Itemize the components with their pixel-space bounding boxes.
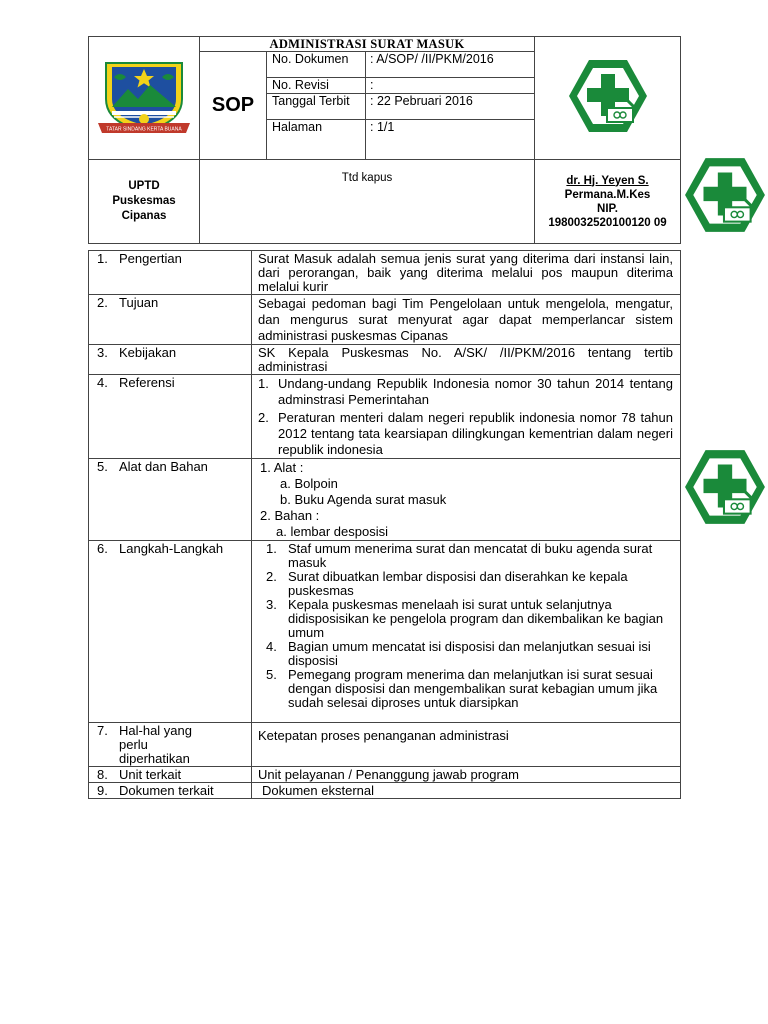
table-row xyxy=(89,251,681,295)
row-number: 6. xyxy=(97,541,108,556)
alat-label: 1. Alat : xyxy=(260,460,304,475)
nip-label: NIP. xyxy=(597,202,618,215)
list-item: a. Bolpoin xyxy=(280,476,338,491)
meta-value-tanggal-terbit: : 22 Pebruari 2016 xyxy=(366,94,535,120)
row-content: SK Kepala Puskesmas No. A/SK/ /II/PKM/2016 tentang tertib administrasi xyxy=(252,345,681,375)
list-item: 5. Pemegang program menerima dan melanjutkan isi surat sesuai dengan disposisi dan mengembalikan surat kebagian umum jika sudah selesai diproses untuk diarsipkan xyxy=(266,667,658,710)
table-row xyxy=(89,723,681,767)
nip-value: 1980032520100120 09 xyxy=(548,216,667,229)
row-label: Langkah-Langkah xyxy=(119,541,224,556)
signature-cell xyxy=(535,160,681,244)
signatory-name-1: dr. Hj. Yeyen S. xyxy=(566,174,649,187)
list-item: 4. Bagian umum mencatat isi disposisi dan melanjutkan sesuai isi disposisi xyxy=(266,639,651,668)
list-item: 3. Kepala puskesmas menelaah isi surat untuk selanjutnya didisposisikan ke pengelola program dan dikembalikan ke bagian umum xyxy=(266,597,664,640)
meta-value-no-dokumen: : A/SOP/ /II/PKM/2016 xyxy=(366,52,535,78)
row-number: 3. xyxy=(97,345,108,360)
org-line-2: Puskesmas xyxy=(112,195,176,207)
row-number: 9. xyxy=(97,783,108,798)
table-row xyxy=(89,783,681,799)
row-number: 5. xyxy=(97,459,108,474)
row-content xyxy=(252,541,681,723)
list-item: 1. Staf umum menerima surat dan mencatat di buku agenda surat masuk xyxy=(266,541,653,570)
puskesmas-logo-icon xyxy=(683,448,767,526)
organization-cell xyxy=(89,160,200,244)
ttd-kapus: Ttd kapus xyxy=(200,160,535,244)
puskesmas-logo-icon xyxy=(567,58,649,134)
row-label: Unit terkait xyxy=(119,767,182,782)
table-row xyxy=(89,375,681,459)
row-label: Kebijakan xyxy=(119,345,177,360)
table-row xyxy=(89,459,681,541)
row-content: Surat Masuk adalah semua jenis surat yang diterima dari instansi lain, dari perorangan, baik yang diterima melalui pos maupun diterima melalui kurir xyxy=(252,251,681,295)
meta-label-no-revisi: No. Revisi xyxy=(267,78,366,94)
org-line-1: UPTD xyxy=(128,180,160,192)
list-item: a. lembar desposisi xyxy=(276,524,388,539)
row-label: Dokumen terkait xyxy=(119,783,214,798)
row-content: Unit pelayanan / Penanggung jawab program xyxy=(252,767,681,783)
puskesmas-logo-icon xyxy=(683,156,767,234)
meta-label-tanggal-terbit: Tanggal Terbit xyxy=(267,94,366,120)
row-label: Tujuan xyxy=(119,295,159,310)
org-line-3: Cipanas xyxy=(121,210,167,222)
row-label: Alat dan Bahan xyxy=(119,459,208,474)
regency-crest-icon xyxy=(96,55,192,137)
row-number: 8. xyxy=(97,767,108,782)
list-item: 2. Peraturan menteri dalam negeri republik indonesia nomor 78 tahun 2012 tentang tata kearsiapan dilingkungan kementrian dalam negeri republik indonesia xyxy=(258,410,673,457)
puskesmas-logo-cell xyxy=(535,37,681,160)
row-number: 1. xyxy=(97,251,108,266)
row-content: Dokumen eksternal xyxy=(252,783,681,799)
row-content: Ketepatan proses penanganan administrasi xyxy=(252,723,681,767)
row-label: Hal-hal yang perlu diperhatikan xyxy=(119,723,192,766)
table-row xyxy=(89,345,681,375)
meta-value-halaman: : 1/1 xyxy=(366,120,535,160)
row-number: 7. xyxy=(97,723,108,738)
row-number: 2. xyxy=(97,295,108,310)
list-item: b. Buku Agenda surat masuk xyxy=(280,492,447,507)
list-item: 1. Undang-undang Republik Indonesia nomor 30 tahun 2014 tentang adminstrasi Pemerintahan xyxy=(258,376,673,407)
row-content xyxy=(252,375,681,459)
crest-caption: TATAR SINDANG KERTA BUANA xyxy=(106,126,182,132)
row-label: Pengertian xyxy=(119,251,182,266)
meta-label-no-dokumen: No. Dokumen xyxy=(267,52,366,78)
table-row xyxy=(89,295,681,345)
row-content xyxy=(252,459,681,541)
bahan-label: 2. Bahan : xyxy=(260,508,320,523)
table-row xyxy=(89,541,681,723)
row-content: Sebagai pedoman bagi Tim Pengelolaan untuk mengelola, mengatur, dan mengurus surat menyurat agar dapat memperlancar sistem administrasi puskesmas Cipanas xyxy=(252,295,681,345)
table-row xyxy=(89,767,681,783)
regency-logo-cell xyxy=(89,37,200,160)
row-number: 4. xyxy=(97,375,108,390)
signatory-name-2: Permana.M.Kes xyxy=(564,188,651,201)
sop-label: SOP xyxy=(200,52,267,160)
sop-body-table xyxy=(88,250,681,799)
meta-value-no-revisi: : xyxy=(366,78,535,94)
row-label: Referensi xyxy=(119,375,175,390)
list-item: 2. Surat dibuatkan lembar disposisi dan diserahkan ke kepala puskesmas xyxy=(266,569,628,598)
sop-header-table xyxy=(88,36,681,244)
document-title: ADMINISTRASI SURAT MASUK xyxy=(200,37,535,52)
meta-label-halaman: Halaman xyxy=(267,120,366,160)
